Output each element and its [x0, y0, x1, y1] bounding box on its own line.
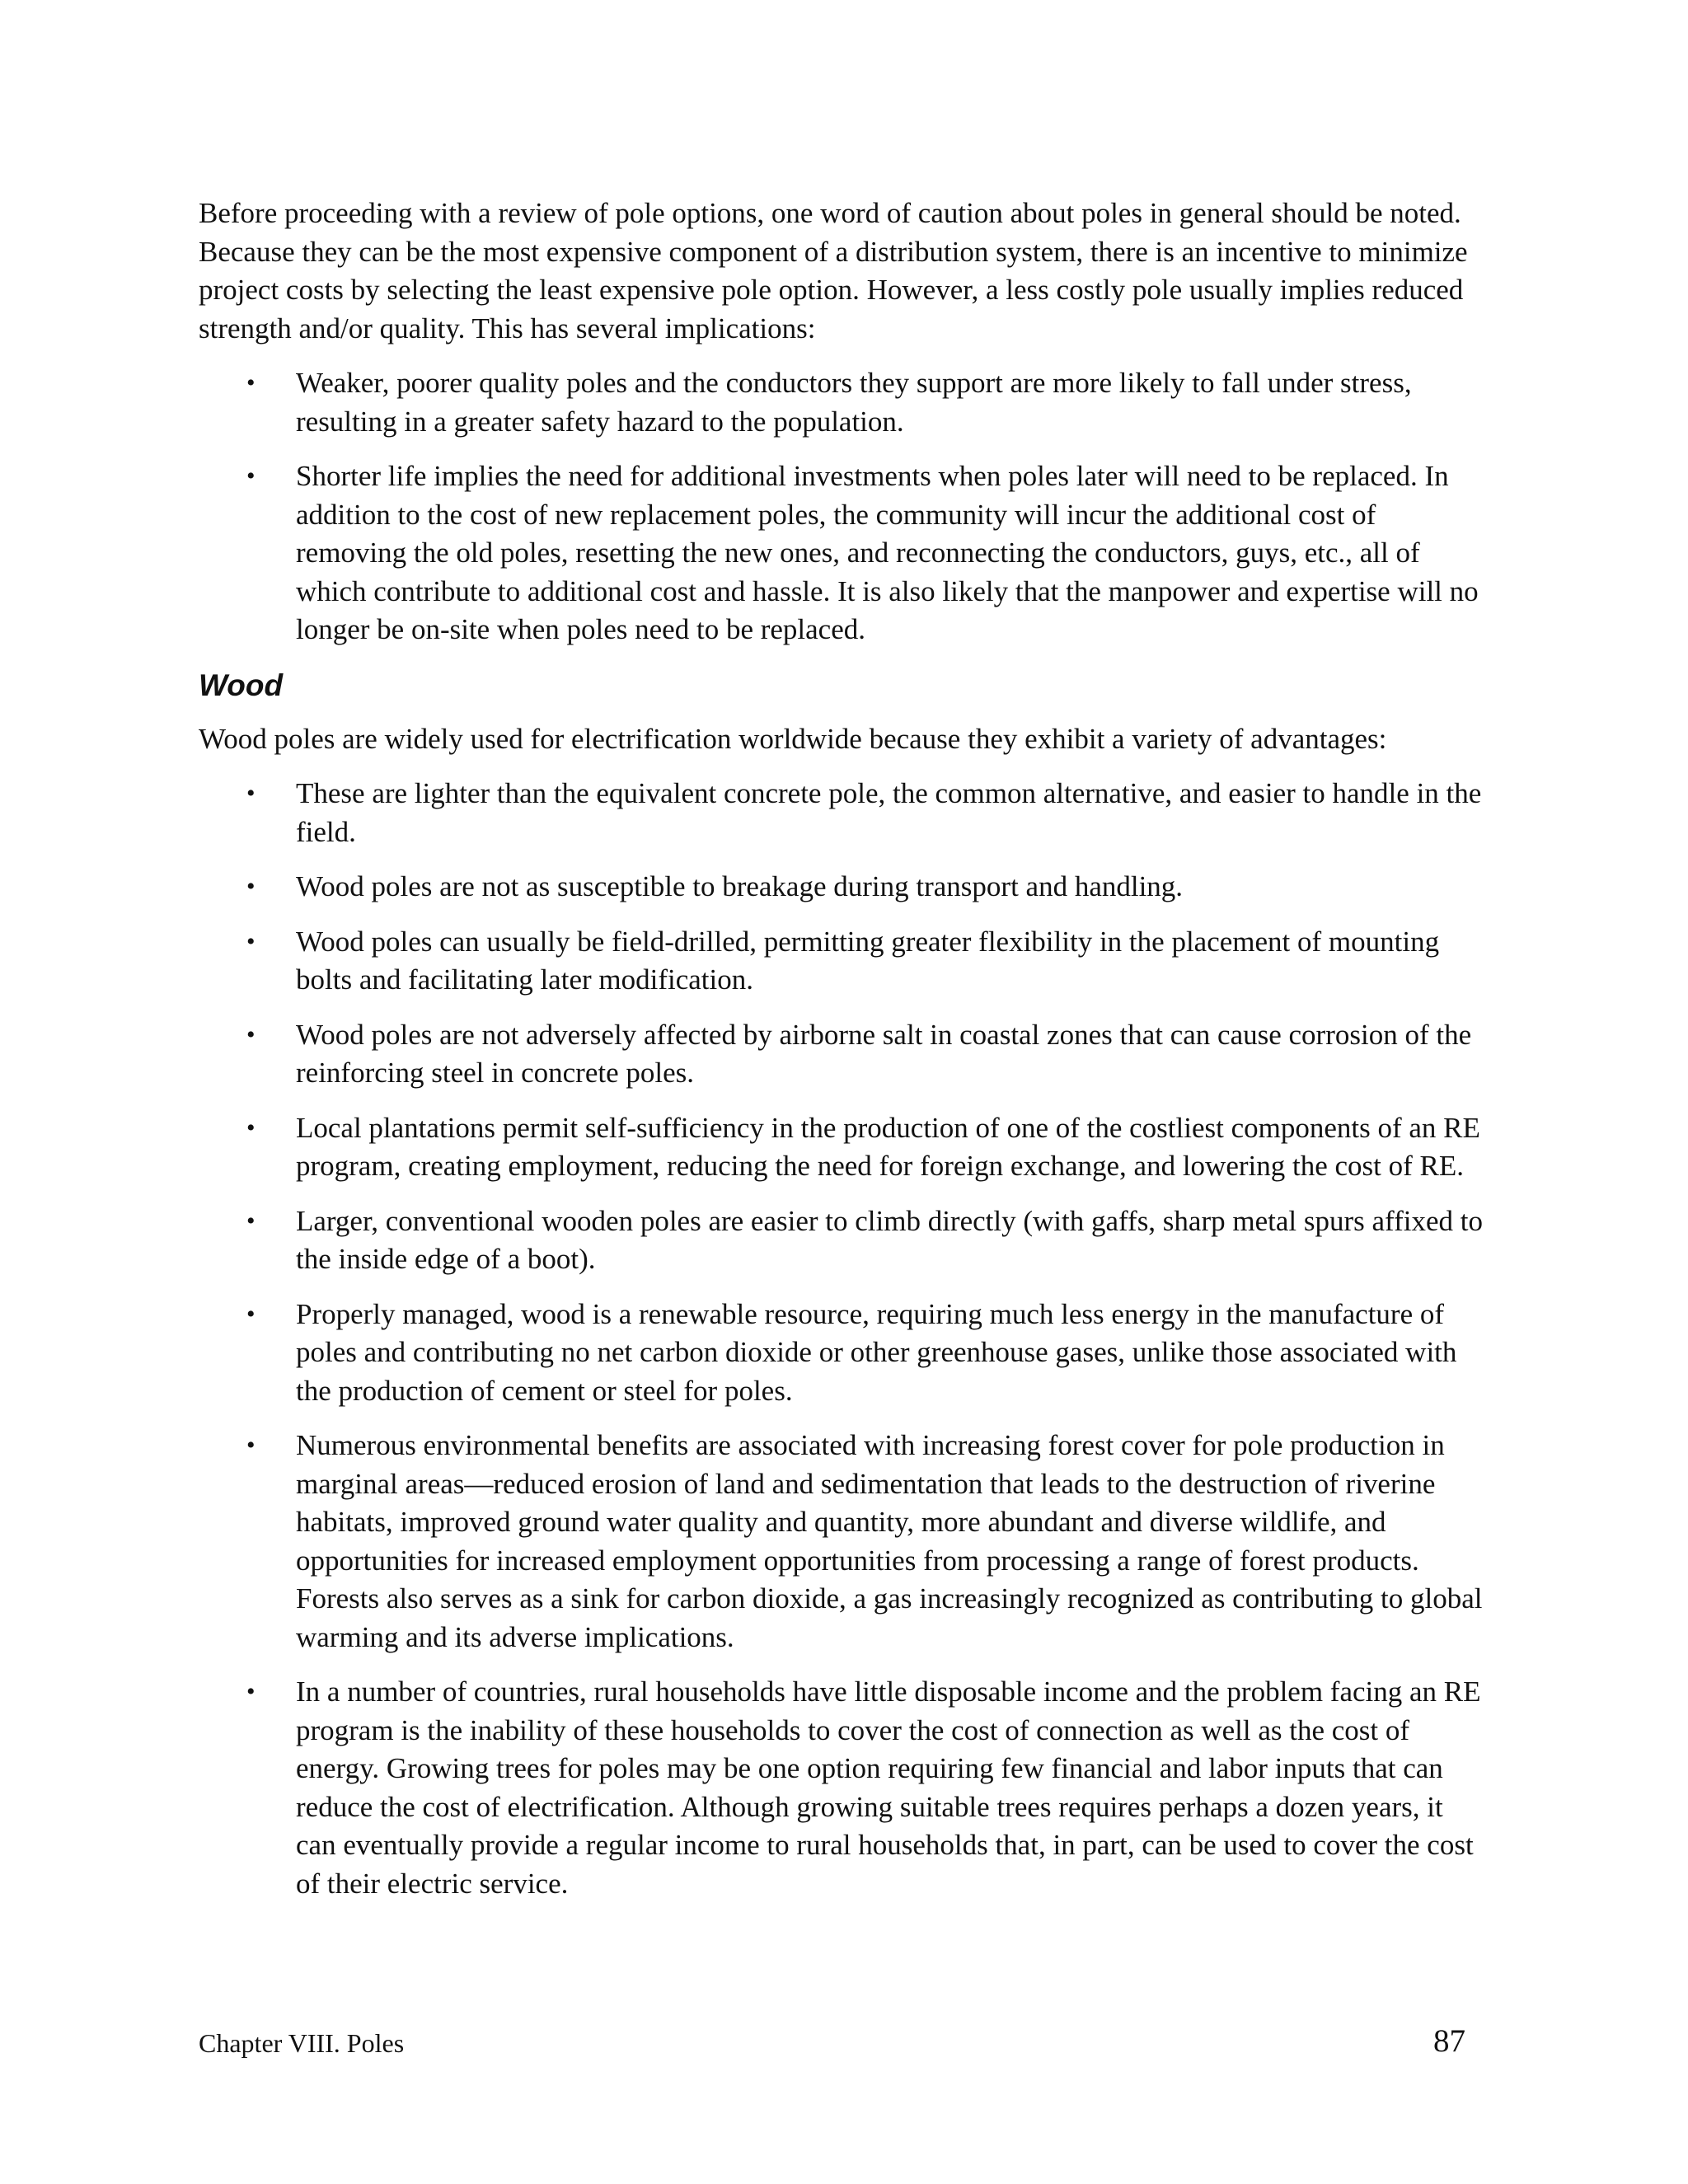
list-item-text: In a number of countries, rural households have little disposable income and the problem facing an RE program is the inability of these households to cover the cost of connection as well as the cost of energy. Growing trees for poles may be one option requiring few financial and labor inputs that can reduce the cost of electrification. Although growing suitable trees requires perhaps a dozen years, it can eventually provide a regular income to rural households that, in part, can be used to cover the cost of their electric service.: [296, 1675, 1481, 1900]
list-item: [199, 1109, 1484, 1186]
bullet-icon: •: [246, 927, 256, 955]
bullet-icon: •: [246, 1300, 256, 1328]
list-item-text: Weaker, poorer quality poles and the conductors they support are more likely to fall under stress, resulting in a greater safety hazard to the population.: [296, 367, 1412, 438]
page-body: [199, 194, 1484, 1919]
section-heading-wood: Wood: [199, 668, 284, 702]
list-item: [199, 457, 1484, 649]
wood-intro-paragraph: Wood poles are widely used for electrification worldwide because they exhibit a variety of advantages:: [199, 722, 1387, 755]
list-item: [199, 1202, 1484, 1279]
list-item-text: Numerous environmental benefits are associated with increasing forest cover for pole production in marginal areas—reduced erosion of land and sedimentation that leads to the destruction of riverine habitats, improved ground water quality and quantity, more abundant and diverse wildlife, and opportunities for increased employment opportunities from processing a range of forest products. Forests also serves as a sink for carbon dioxide, a gas increasingly recognized as contributing to global warming and its adverse implications.: [296, 1429, 1483, 1653]
footer-chapter-label: Chapter VIII. Poles: [199, 2028, 405, 2058]
list-item-text: Shorter life implies the need for additional investments when poles later will need to be replaced. In addition to the cost of new replacement poles, the community will incur the additional cost of removing the old poles, resetting the new ones, and reconnecting the conductors, guys, etc., all of which contribute to additional cost and hassle. It is also likely that the manpower and expertise will no longer be on-site when poles need to be replaced.: [296, 460, 1479, 645]
list-item: [199, 868, 1484, 907]
bullet-icon: •: [246, 780, 256, 807]
list-item-text: Wood poles are not as susceptible to breakage during transport and handling.: [296, 870, 1184, 902]
implications-list: [199, 364, 1484, 649]
wood-advantages-list: [199, 775, 1484, 1903]
list-item-text: Larger, conventional wooden poles are easier to climb directly (with gaffs, sharp metal spurs affixed to the inside edge of a boot).: [296, 1204, 1483, 1275]
bullet-icon: •: [246, 462, 256, 490]
bullet-icon: •: [246, 369, 256, 396]
list-item-text: Wood poles can usually be field-drilled, permitting greater flexibility in the placement of mounting bolts and facilitating later modification.: [296, 925, 1440, 996]
list-item-text: Wood poles are not adversely affected by airborne salt in coastal zones that can cause corrosion of the reinforcing steel in concrete poles.: [296, 1018, 1472, 1089]
list-item-text: These are lighter than the equivalent concrete pole, the common alternative, and easier to handle in the field.: [296, 777, 1482, 848]
list-item: [199, 775, 1484, 851]
list-item: [199, 1016, 1484, 1093]
intro-paragraph: Before proceeding with a review of pole options, one word of caution about poles in general should be noted. Because they can be the most expensive component of a distribution system, there is an incentive to minimize project costs by selecting the least expensive pole option. However, a less costly pole usually implies reduced strength and/or quality. This has several implications:: [199, 197, 1468, 344]
list-item: [199, 1296, 1484, 1411]
list-item-text: Properly managed, wood is a renewable resource, requiring much less energy in the manufacture of poles and contributing no net carbon dioxide or other greenhouse gases, unlike those associated with the production of cement or steel for poles.: [296, 1297, 1457, 1407]
bullet-icon: •: [246, 1678, 256, 1705]
bullet-icon: •: [246, 873, 256, 900]
bullet-icon: •: [246, 1113, 256, 1141]
list-item-text: Local plantations permit self-sufficiency in the production of one of the costliest components of an RE program, creating employment, reducing the need for foreign exchange, and lowering the cost of RE.: [296, 1111, 1480, 1182]
page-number: 87: [1433, 2023, 1465, 2059]
bullet-icon: •: [246, 1020, 256, 1048]
list-item: [199, 364, 1484, 441]
list-item: [199, 1673, 1484, 1903]
list-item: [199, 1427, 1484, 1657]
list-item: [199, 923, 1484, 1000]
bullet-icon: •: [246, 1432, 256, 1459]
bullet-icon: •: [246, 1207, 256, 1235]
